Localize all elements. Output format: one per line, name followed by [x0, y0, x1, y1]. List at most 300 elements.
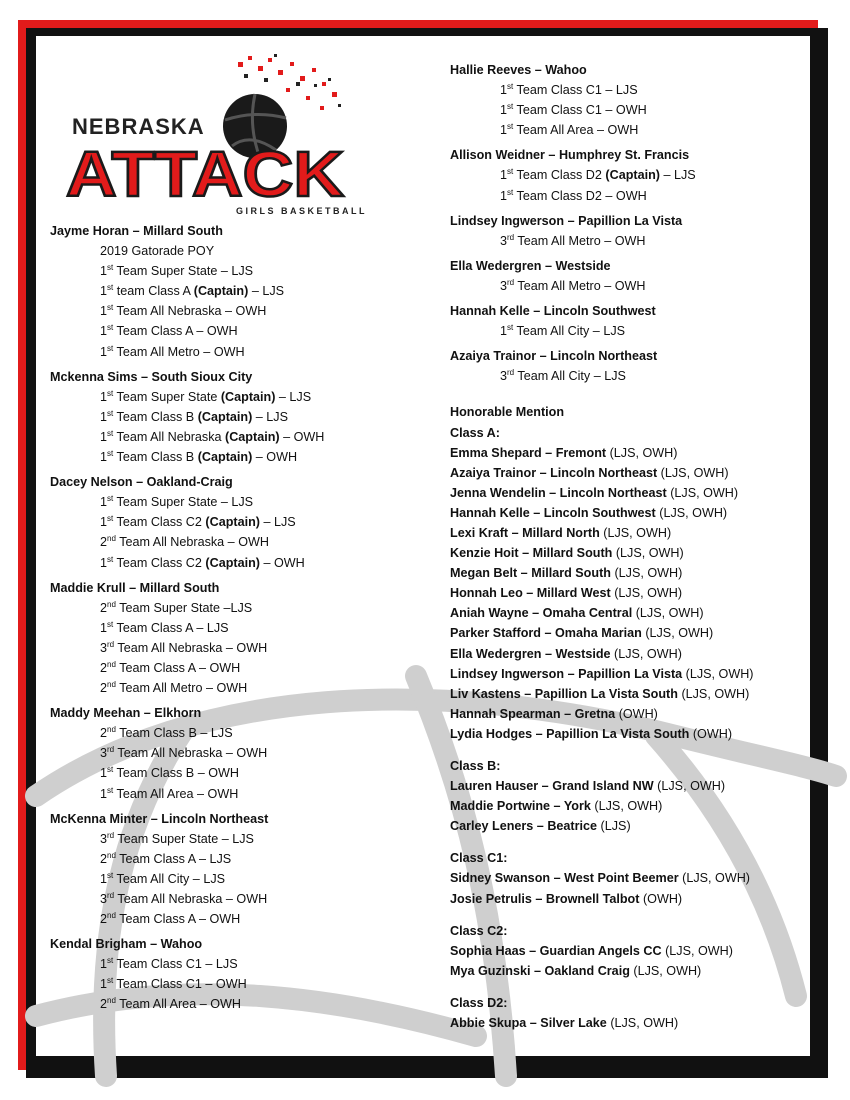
hm-player-school: Papillion La Vista — [578, 666, 683, 681]
award-line — [450, 321, 805, 341]
player-name: Maddie Krull — [50, 580, 126, 595]
hm-dash: – — [533, 819, 548, 834]
award-line — [50, 909, 410, 929]
award-ordinal: 1 — [500, 324, 508, 339]
award-ordinal-suffix: st — [107, 976, 114, 986]
award-ordinal-suffix: st — [107, 388, 114, 398]
hm-outlets: (LJS, OWH) — [635, 606, 704, 621]
hm-player-name: Carley Leners — [450, 819, 534, 834]
award-ordinal: 2 — [100, 851, 108, 866]
award-team: Team Class B — [113, 766, 195, 781]
hm-player-school: Grand Island NW — [552, 779, 654, 794]
award-outlet: – LJS — [590, 369, 626, 384]
award-outlet: – LJS — [217, 495, 254, 510]
award-ordinal-suffix: st — [107, 619, 114, 629]
award-ordinal-suffix: rd — [107, 830, 115, 840]
award-ordinal-suffix: st — [107, 283, 114, 293]
hm-player-school: Beatrice — [547, 819, 598, 834]
award-team: Team Super State — [113, 389, 221, 404]
award-ordinal-suffix: st — [107, 323, 114, 333]
honorable-mention-section — [450, 402, 805, 1033]
award-line — [450, 231, 805, 251]
hm-dash: – — [530, 963, 545, 978]
captain-tag: (Captain) — [197, 450, 253, 465]
player-entry — [450, 301, 805, 341]
award-line — [50, 829, 410, 849]
class-heading: Class C1: — [450, 851, 508, 866]
award-outlet: – OWH — [221, 304, 267, 319]
player-entry — [50, 367, 410, 467]
award-line — [50, 281, 410, 301]
player-name: Mckenna Sims — [50, 369, 138, 384]
award-ordinal: 1 — [100, 766, 108, 781]
award-ordinal: 2 — [100, 681, 108, 696]
player-school: Papillion La Vista — [578, 213, 683, 228]
award-team: Team Class B — [113, 450, 198, 465]
award-ordinal: 1 — [100, 515, 108, 530]
award-ordinal-suffix: rd — [507, 277, 515, 287]
hm-dash: – — [531, 891, 546, 906]
award-team: Team Super State — [113, 495, 218, 510]
award-outlet: – OWH — [194, 766, 239, 781]
hm-outlets: (LJS, OWH) — [681, 686, 750, 701]
hm-outlets: (LJS, OWH) — [614, 646, 682, 661]
class-heading: Class B: — [450, 759, 501, 773]
award-line — [50, 974, 410, 994]
award-outlet: – LJS — [196, 726, 233, 741]
honorable-mention-row — [450, 684, 805, 704]
player-entry — [450, 346, 805, 386]
award-line — [50, 342, 410, 362]
hm-player-school: Papillion La Vista South — [534, 686, 678, 701]
player-school: Millard South — [139, 580, 220, 595]
award-ordinal: 3 — [500, 278, 508, 293]
award-line — [50, 241, 410, 261]
honorable-mention-row — [450, 704, 805, 724]
award-outlet: – OWH — [600, 233, 646, 248]
hm-dash: – — [520, 686, 535, 701]
logo-girls-basketball-text: GIRLS BASKETBALL — [236, 206, 367, 216]
award-outlet: – OWH — [593, 123, 639, 138]
honorable-mention-row — [450, 443, 805, 463]
award-line — [50, 321, 410, 341]
player-entry — [50, 934, 410, 1014]
award-ordinal: 1 — [100, 429, 108, 444]
award-outlet: – LJS — [192, 620, 229, 635]
hm-outlets: (LJS, OWH) — [660, 465, 729, 480]
hm-player-school: Oakland Craig — [544, 963, 630, 978]
player-school: South Sioux City — [151, 369, 253, 384]
honorable-mention-row — [450, 644, 805, 664]
hm-player-name: Lexi Kraft — [450, 525, 509, 540]
award-line — [50, 261, 410, 281]
player-entry — [50, 703, 410, 803]
award-ordinal-suffix: st — [507, 167, 514, 177]
player-name: Maddy Meehan — [50, 706, 141, 721]
player-heading: McKenna Minter – Lincoln Northeast — [50, 811, 269, 826]
hm-dash: – — [517, 566, 532, 581]
award-ordinal-suffix: st — [107, 408, 114, 418]
award-outlet: – OWH — [222, 640, 268, 655]
award-outlet: – LJS — [275, 389, 312, 404]
award-team: Team Super State — [113, 264, 218, 279]
award-line — [50, 889, 410, 909]
player-heading: Jayme Horan – Millard South — [50, 224, 223, 238]
award-ordinal-suffix: st — [107, 554, 114, 564]
player-heading: Hallie Reeves – Wahoo — [450, 63, 587, 77]
hm-player-name: Lauren Hauser — [450, 779, 539, 794]
award-line — [450, 120, 805, 140]
hm-player-name: Emma Shepard — [450, 445, 542, 460]
award-outlet: – OWH — [201, 977, 247, 992]
captain-tag: (Captain) — [225, 429, 280, 444]
player-heading: Kendal Brigham – Wahoo — [50, 937, 203, 952]
award-ordinal: 3 — [500, 233, 508, 248]
award-team: Team Class C1 — [513, 103, 602, 118]
right-award-entries — [450, 60, 805, 386]
award-ordinal: 1 — [100, 977, 108, 992]
hm-dash: – — [508, 525, 523, 540]
class-heading: Class A: — [450, 425, 500, 440]
hm-player-name: Maddie Portwine — [450, 799, 551, 814]
award-ordinal-suffix: nd — [107, 534, 116, 544]
hm-outlets: (LJS, OWH) — [614, 586, 683, 601]
award-line — [50, 598, 410, 618]
hm-outlets: (LJS, OWH) — [682, 871, 751, 886]
player-name: Jayme Horan — [50, 224, 130, 238]
award-team: Team Class B — [113, 409, 198, 424]
award-ordinal-suffix: rd — [507, 232, 515, 242]
hm-dash: – — [532, 726, 547, 741]
hm-dash: – — [545, 485, 560, 500]
player-heading: Ella Wedergren – Westside — [450, 258, 611, 273]
award-team: Team All Area — [113, 786, 194, 801]
hm-dash: – — [564, 666, 579, 681]
captain-tag: (Captain) — [205, 515, 260, 530]
captain-tag: (Captain) — [220, 389, 276, 404]
player-school: Lincoln Northeast — [550, 349, 658, 364]
award-line — [450, 366, 805, 386]
hm-player-school: Omaha Central — [542, 606, 633, 621]
award-ordinal: 3 — [500, 369, 508, 384]
award-ordinal-suffix: st — [107, 956, 114, 966]
award-ordinal-suffix: st — [107, 449, 114, 459]
player-heading: Azaiya Trainor – Lincoln Northeast — [450, 349, 658, 364]
right-player-list — [450, 60, 805, 1033]
award-line — [50, 678, 410, 698]
award-team: Team Class C1 — [113, 957, 202, 972]
award-ordinal: 1 — [500, 188, 508, 203]
hm-player-school: Fremont — [555, 445, 607, 460]
award-team: Team Class D2 — [513, 168, 606, 183]
award-ordinal-suffix: st — [507, 122, 514, 132]
award-ordinal-suffix: st — [107, 870, 114, 880]
award-ordinal-suffix: st — [107, 494, 114, 504]
award-line — [50, 427, 410, 447]
award-team: team Class A — [113, 284, 194, 299]
hm-outlets: (LJS, OWH) — [670, 485, 739, 500]
award-ordinal-suffix: nd — [107, 850, 116, 860]
hm-player-name: Megan Belt — [450, 566, 518, 581]
award-line — [450, 80, 805, 100]
award-line — [50, 849, 410, 869]
award-ordinal: 2 — [100, 726, 108, 741]
award-ordinal: 3 — [100, 831, 108, 846]
award-outlet: – OWH — [196, 997, 241, 1012]
award-outlet: – LJS — [201, 957, 238, 972]
class-heading: Class C2: — [450, 923, 508, 938]
hm-outlets: (OWH) — [618, 706, 658, 721]
player-heading: Maddie Krull – Millard South — [50, 580, 220, 595]
award-ordinal: 2 — [100, 912, 108, 927]
player-school: Wahoo — [160, 937, 203, 952]
player-name: Ella Wedergren — [450, 258, 542, 273]
player-name: Allison Weidner — [450, 148, 545, 163]
award-ordinal-suffix: st — [107, 785, 114, 795]
award-ordinal: 1 — [100, 555, 108, 570]
award-ordinal-suffix: nd — [107, 911, 116, 921]
hm-dash: – — [536, 465, 551, 480]
award-ordinal-suffix: st — [107, 263, 114, 273]
award-ordinal-suffix: nd — [107, 680, 116, 690]
honorable-mention-row — [450, 623, 805, 643]
honorable-mention-row — [450, 563, 805, 583]
honorable-mention-row — [450, 603, 805, 623]
award-line — [50, 723, 410, 743]
award-team: Team Class C2 — [113, 555, 206, 570]
hm-outlets: (LJS, OWH) — [594, 799, 663, 814]
award-ordinal: 2 — [100, 600, 108, 615]
player-name: McKenna Minter — [50, 811, 148, 826]
award-ordinal: 1 — [100, 324, 108, 339]
hm-outlets: (LJS, OWH) — [633, 963, 702, 978]
award-outlet: – OWH — [195, 660, 241, 675]
award-ordinal-suffix: st — [507, 323, 514, 333]
award-team: Team Class C2 — [113, 515, 206, 530]
award-ordinal: 1 — [100, 957, 108, 972]
award-ordinal-suffix: nd — [107, 725, 116, 735]
hm-outlets: (LJS, OWH) — [614, 566, 683, 581]
hm-outlets: (LJS, OWH) — [657, 779, 726, 794]
hm-player-name: Aniah Wayne — [450, 606, 529, 621]
award-outlet: – OWH — [193, 786, 239, 801]
player-heading: Lindsey Ingwerson – Papillion La Vista — [450, 213, 683, 228]
award-outlet: – OWH — [222, 892, 268, 906]
award-line — [50, 407, 410, 427]
award-outlet: – LJS — [248, 284, 285, 299]
award-line — [50, 763, 410, 783]
award-ordinal: 1 — [100, 495, 108, 510]
hm-player-name: Azaiya Trainor — [450, 465, 537, 480]
honorable-mention-row — [450, 664, 805, 684]
award-team: Team All Nebraska — [114, 746, 223, 761]
honorable-mention-row — [450, 941, 805, 961]
player-school: Lincoln Northeast — [161, 811, 269, 826]
hm-dash: – — [525, 943, 540, 958]
hm-player-name: Honnah Leo — [450, 586, 523, 601]
hm-player-name: Josie Petrulis — [450, 891, 532, 906]
award-team: Team Class A — [113, 620, 193, 635]
nebraska-attack-logo — [50, 48, 367, 228]
hm-player-school: Lincoln Northeast — [550, 465, 658, 480]
award-team: Team Super State — [115, 600, 220, 615]
honorable-mention-row — [450, 583, 805, 603]
player-school: Wahoo — [545, 63, 587, 77]
award-line — [50, 743, 410, 763]
honorable-mention-row — [450, 483, 805, 503]
award-ordinal: 1 — [100, 284, 108, 299]
player-entry — [50, 578, 410, 699]
award-ordinal-suffix: rd — [107, 639, 115, 649]
captain-tag: (Captain) — [197, 409, 253, 424]
award-team: Team All Nebraska — [114, 892, 223, 906]
award-ordinal-suffix: rd — [107, 891, 115, 900]
hm-player-school: Millard South — [531, 566, 611, 581]
player-entry — [450, 211, 805, 251]
hm-player-name: Sophia Haas — [450, 943, 526, 958]
player-name: Hallie Reeves — [450, 63, 532, 77]
hm-outlets: (LJS, OWH) — [610, 1016, 679, 1031]
honorable-mention-row — [450, 961, 805, 981]
hm-player-school: Silver Lake — [540, 1016, 607, 1031]
hm-player-name: Lindsey Ingwerson — [450, 666, 565, 681]
hm-dash: – — [560, 706, 575, 721]
player-heading: Hannah Kelle – Lincoln Southwest — [450, 304, 656, 319]
player-name: Dacey Nelson — [50, 475, 133, 490]
award-team: Team All Area — [513, 123, 594, 138]
hm-player-school: Papillion La Vista South — [546, 726, 690, 741]
award-ordinal: 1 — [100, 304, 108, 319]
award-team: Team All Nebraska — [115, 535, 225, 550]
award-ordinal: 1 — [100, 871, 108, 886]
class-heading: Class D2: — [450, 995, 508, 1010]
hm-dash: – — [538, 779, 553, 794]
hm-player-school: Millard West — [536, 586, 611, 601]
hm-dash: – — [528, 606, 543, 621]
player-entry — [50, 472, 410, 572]
award-ordinal-suffix: st — [107, 343, 114, 353]
honorable-mention-row — [450, 868, 805, 888]
award-team: Team Class D2 — [513, 188, 602, 203]
player-name: Hannah Kelle — [450, 304, 530, 319]
award-ordinal: 1 — [500, 123, 508, 138]
award-line — [50, 638, 410, 658]
award-ordinal: 1 — [100, 389, 108, 404]
hm-outlets: (OWH) — [642, 891, 683, 906]
honorable-mention-row — [450, 889, 805, 909]
award-ordinal-suffix: st — [507, 187, 514, 197]
player-heading: Maddy Meehan – Elkhorn — [50, 706, 202, 721]
award-ordinal: 3 — [100, 892, 108, 906]
hm-player-school: West Point Beemer — [564, 871, 679, 886]
award-ordinal: 1 — [500, 83, 508, 98]
hm-dash: – — [522, 586, 537, 601]
award-text: 2019 Gatorade POY — [100, 244, 215, 259]
player-heading: Mckenna Sims – South Sioux City — [50, 369, 253, 384]
honorable-mention-row — [450, 1013, 805, 1033]
hm-dash: – — [526, 1016, 541, 1031]
hm-outlets: (LJS) — [600, 819, 631, 834]
hm-dash: – — [541, 646, 556, 661]
award-outlet: – OWH — [199, 344, 245, 359]
hm-dash: – — [541, 445, 556, 460]
award-ordinal-suffix: rd — [507, 368, 515, 378]
award-outlet: – LJS — [259, 515, 296, 530]
hm-player-school: Millard South — [532, 546, 613, 561]
hm-player-name: Mya Guzinski — [450, 963, 531, 978]
hm-outlets: (LJS, OWH) — [609, 445, 678, 460]
hm-player-name: Parker Stafford — [450, 626, 541, 641]
award-ordinal: 3 — [100, 640, 108, 655]
hm-outlets: (LJS, OWH) — [645, 626, 714, 641]
hm-outlets: (LJS, OWH) — [603, 525, 672, 540]
player-entry — [450, 256, 805, 296]
award-outlet: – OWH — [601, 103, 647, 118]
award-line — [50, 301, 410, 321]
award-team: Team All Nebraska — [114, 640, 223, 655]
award-team: Team Class A — [115, 660, 196, 675]
award-outlet: – OWH — [192, 324, 238, 339]
award-team: Team All City — [513, 324, 590, 339]
player-school: Humphrey St. Francis — [558, 148, 690, 163]
award-ordinal-suffix: nd — [107, 996, 116, 1006]
award-outlet: – OWH — [222, 746, 268, 761]
award-line — [50, 618, 410, 638]
award-outlet: – LJS — [217, 264, 254, 279]
player-entry — [50, 221, 410, 362]
honorable-mention-row — [450, 463, 805, 483]
award-team: Team All Nebraska — [113, 304, 222, 319]
award-team: Team Class A — [115, 851, 196, 866]
hm-player-school: York — [563, 799, 591, 814]
hm-player-name: Ella Wedergren — [450, 646, 542, 661]
hm-player-name: Lydia Hodges — [450, 726, 533, 741]
award-ordinal-suffix: st — [107, 303, 114, 313]
hm-player-name: Liv Kastens — [450, 686, 521, 701]
hm-player-school: Guardian Angels CC — [539, 943, 662, 958]
award-ordinal-suffix: st — [107, 428, 114, 438]
award-team: Team All City — [113, 871, 190, 886]
award-outlet: – OWH — [600, 278, 646, 293]
award-ordinal-suffix: rd — [107, 745, 115, 755]
award-team: Team Class C1 — [513, 83, 602, 98]
player-school: Elkhorn — [154, 706, 202, 721]
award-line — [450, 165, 805, 185]
award-line — [50, 387, 410, 407]
award-team: Team Super State — [114, 831, 219, 846]
hm-player-school: Millard North — [522, 525, 600, 540]
player-name: Azaiya Trainor — [450, 349, 537, 364]
award-outlet: – LJS — [195, 851, 232, 866]
award-line — [50, 492, 410, 512]
honorable-mention-row — [450, 503, 805, 523]
logo-nebraska-text: NEBRASKA — [72, 114, 205, 139]
player-heading: Allison Weidner – Humphrey St. Francis — [450, 148, 690, 163]
hm-outlets: (LJS, OWH) — [665, 943, 733, 958]
captain-tag: (Captain) — [605, 168, 660, 183]
hm-player-name: Hannah Kelle — [450, 505, 530, 520]
hm-dash: – — [550, 799, 564, 814]
award-ordinal: 2 — [100, 535, 108, 550]
award-outlet: – LJS — [189, 871, 226, 886]
award-ordinal: 1 — [500, 168, 508, 183]
award-team: Team All Nebraska — [113, 429, 226, 444]
award-team: Team Class B — [115, 726, 197, 741]
award-team: Team All Area — [115, 997, 197, 1012]
award-ordinal-suffix: nd — [107, 659, 116, 669]
award-outlet: – OWH — [224, 535, 269, 550]
player-name: Lindsey Ingwerson — [450, 213, 565, 228]
